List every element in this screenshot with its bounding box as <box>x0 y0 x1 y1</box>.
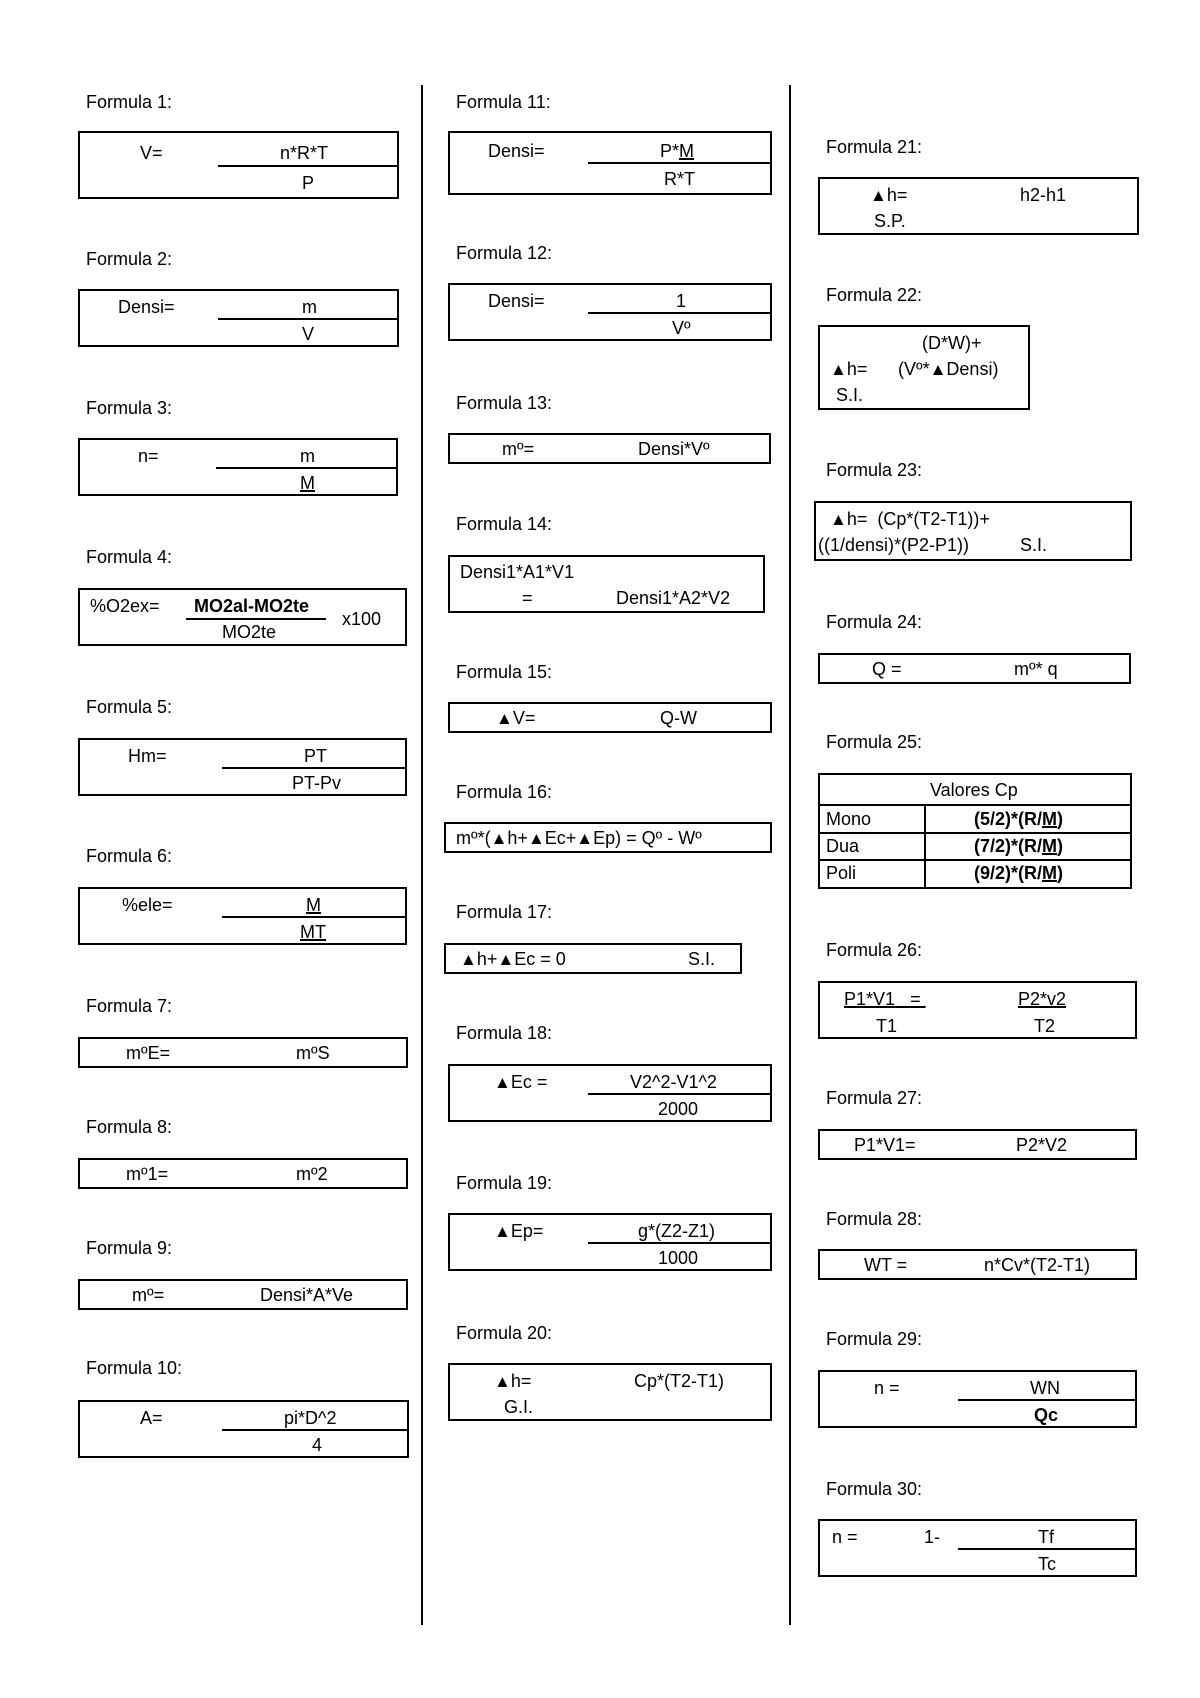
formula-22-middle-part1: (Vº* <box>898 359 930 379</box>
formula-17-part1: h+ <box>476 949 498 969</box>
delta-triangle-icon: ▲ <box>870 186 887 205</box>
formula-6-box <box>78 887 407 945</box>
formula-7-box <box>78 1037 408 1068</box>
formula-18-box <box>448 1064 772 1122</box>
formula-29-denominator: Qc <box>1034 1405 1059 1425</box>
column-divider-2 <box>789 85 791 1625</box>
formula-18-label: Formula 18: <box>456 1023 553 1043</box>
formula-26-right-denominator: T2 <box>1034 1016 1056 1036</box>
formula-15-label: Formula 15: <box>456 662 553 682</box>
formula-21-box <box>818 177 1139 235</box>
formula-11-label: Formula 11: <box>456 92 551 112</box>
formula-11-numerator-text: P* <box>660 141 680 161</box>
formula-23-line1 <box>830 509 990 530</box>
column-divider-1 <box>421 85 423 1625</box>
formula-22-middle <box>898 359 998 380</box>
formula-9-label: Formula 9: <box>86 1238 173 1258</box>
formula-22-lhs-text: h= <box>846 359 868 379</box>
formula-22-top: (D*W)+ <box>922 333 982 353</box>
formula-13-rhs: Densi*Vº <box>638 439 710 459</box>
formula-30-box <box>818 1519 1137 1577</box>
delta-triangle-icon: ▲ <box>527 829 545 848</box>
formula-21-lhs-text: h= <box>886 185 908 205</box>
formula-23-lhs-text: h= <box>846 509 868 529</box>
formula-23-line1-text: (Cp*(T2-T1))+ <box>877 509 990 529</box>
formula-12-lhs: Densi= <box>488 291 545 311</box>
formula-27-rhs: P2*V2 <box>1016 1135 1068 1155</box>
formula-7-lhs: mºE= <box>126 1043 171 1063</box>
formula-22-lhs <box>830 359 867 380</box>
formula-29-lhs: n = <box>874 1378 900 1398</box>
formula-30-middle: 1- <box>924 1527 941 1547</box>
formula-12-numerator: 1 <box>676 291 687 311</box>
formula-11-numerator-underlined: M <box>679 141 695 161</box>
cp-row-value-pre: (7/2)*(R/ <box>974 836 1043 856</box>
formula-13-label: Formula 13: <box>456 393 553 413</box>
cp-row-value-post: ) <box>1057 809 1064 829</box>
formula-5-numerator: PT <box>304 746 328 766</box>
formula-12-label: Formula 12: <box>456 243 553 263</box>
formula-16-part2: h+ <box>507 828 528 848</box>
formula-10-fraction-bar <box>222 1429 409 1431</box>
formula-1-denominator: P <box>302 173 315 193</box>
formula-17-label: Formula 17: <box>456 902 553 922</box>
formula-5-denominator: PT-Pv <box>292 773 342 793</box>
formula-14-label: Formula 14: <box>456 514 553 534</box>
formula-29-box <box>818 1370 1137 1428</box>
formula-14-line1: Densi1*A1*V1 <box>460 562 575 582</box>
formula-2-denominator: V <box>302 324 315 344</box>
formula-27-box <box>818 1129 1137 1160</box>
formula-7-label: Formula 7: <box>86 996 173 1016</box>
formula-2-label: Formula 2: <box>86 249 173 269</box>
formula-2-numerator: m <box>302 297 317 317</box>
formula-2-fraction-bar <box>218 318 399 320</box>
formula-6-denominator: MT <box>300 922 326 942</box>
formula-28-label: Formula 28: <box>826 1209 923 1229</box>
cp-row-value <box>974 833 1063 859</box>
formula-10-lhs: A= <box>140 1408 163 1428</box>
formula-23-line2: ((1/densi)*(P2-P1)) <box>818 535 970 555</box>
formula-15-lhs <box>496 708 535 729</box>
cp-row-value-post: ) <box>1057 863 1064 883</box>
formula-3-numerator: m <box>300 446 315 466</box>
formula-20-box <box>448 1363 772 1421</box>
formula-28-rhs: n*Cv*(T2-T1) <box>984 1255 1091 1275</box>
formula-15-lhs-text: V= <box>512 708 536 728</box>
formula-26-left-numerator <box>844 989 926 1009</box>
formula-8-box <box>78 1158 408 1189</box>
formula-4-label: Formula 4: <box>86 547 173 567</box>
formula-24-box <box>818 653 1131 684</box>
cp-table-title: Valores Cp <box>930 780 1018 800</box>
formula-21-label: Formula 21: <box>826 137 923 157</box>
formula-19-box <box>448 1213 772 1271</box>
formula-18-denominator: 2000 <box>658 1099 699 1119</box>
formula-22-middle-part2: Densi) <box>946 359 999 379</box>
cp-row-name: Dua <box>826 836 860 856</box>
formula-7-rhs: mºS <box>296 1043 330 1063</box>
formula-11-denominator: R*T <box>664 169 695 189</box>
formula-18-lhs-text: Ec = <box>510 1072 548 1092</box>
delta-triangle-icon: ▲ <box>497 950 515 969</box>
formula-23-note: S.I. <box>1020 535 1048 555</box>
formula-29-numerator: WN <box>1030 1378 1060 1398</box>
formula-27-lhs: P1*V1= <box>854 1135 916 1155</box>
cp-row-name: Mono <box>826 809 872 829</box>
delta-triangle-icon: ▲ <box>490 829 508 848</box>
formula-21-note: S.P. <box>874 211 906 231</box>
formula-21-rhs: h2-h1 <box>1020 185 1067 205</box>
formula-20-note: G.I. <box>504 1397 534 1417</box>
formula-11-numerator <box>660 141 694 161</box>
formula-4-lhs: %O2ex= <box>90 596 160 616</box>
formula-24-rhs: mº* q <box>1014 659 1058 679</box>
formula-11-fraction-bar <box>588 162 772 164</box>
delta-triangle-icon: ▲ <box>460 950 477 969</box>
formula-27-label: Formula 27: <box>826 1088 923 1108</box>
formula-1-lhs: V= <box>140 143 163 163</box>
formula-26-equals: = <box>910 989 921 1009</box>
cp-table-column-divider <box>924 804 926 887</box>
formula-2-box <box>78 289 399 347</box>
cp-row-value-underlined: M <box>1042 863 1058 883</box>
formula-16-part1: mº*( <box>456 828 491 848</box>
formula-5-fraction-bar <box>222 767 407 769</box>
cp-row-value-pre: (9/2)*(R/ <box>974 863 1043 883</box>
formula-3-label: Formula 3: <box>86 398 173 418</box>
delta-triangle-icon: ▲ <box>929 360 947 379</box>
formula-26-left-numerator-text: P1*V1 <box>844 989 896 1009</box>
formula-28-box <box>818 1249 1137 1280</box>
formula-14-box <box>448 555 765 613</box>
formula-4-fraction-bar <box>186 618 326 620</box>
formula-19-lhs <box>494 1221 543 1242</box>
formula-8-lhs: mº1= <box>126 1164 169 1184</box>
formula-18-numerator: V2^2-V1^2 <box>630 1072 717 1092</box>
formula-26-left-denominator: T1 <box>876 1016 898 1036</box>
formula-16-expression <box>456 828 702 849</box>
formula-24-label: Formula 24: <box>826 612 923 632</box>
formula-10-numerator: pi*D^2 <box>284 1408 337 1428</box>
formula-4-denominator: MO2te <box>222 622 277 642</box>
formula-8-rhs: mº2 <box>296 1164 328 1184</box>
formula-1-numerator: n*R*T <box>280 143 329 163</box>
formula-23-label: Formula 23: <box>826 460 923 480</box>
formula-14-equals: = <box>522 588 533 608</box>
formula-9-rhs: Densi*A*Ve <box>260 1285 354 1305</box>
formula-16-box <box>444 822 772 853</box>
formula-15-box <box>448 702 772 733</box>
formula-6-fraction-bar <box>222 916 407 918</box>
cp-row-value <box>974 860 1063 886</box>
formula-29-label: Formula 29: <box>826 1329 923 1349</box>
formula-4-multiplier: x100 <box>342 609 382 629</box>
formula-6-label: Formula 6: <box>86 846 173 866</box>
formula-20-lhs <box>494 1371 531 1392</box>
formula-30-fraction-bar <box>958 1548 1135 1550</box>
cp-row-value-post: ) <box>1057 836 1064 856</box>
formula-30-label: Formula 30: <box>826 1479 923 1499</box>
formula-17-expression <box>460 949 566 970</box>
formula-26-box <box>818 981 1137 1039</box>
formula-21-lhs <box>870 185 907 206</box>
formula-2-lhs: Densi= <box>118 297 175 317</box>
formula-22-label: Formula 22: <box>826 285 923 305</box>
formula-12-denominator: Vº <box>672 318 691 338</box>
formula-1-box <box>78 131 399 199</box>
formula-11-box <box>448 131 772 195</box>
formula-19-lhs-text: Ep= <box>510 1221 544 1241</box>
formula-3-fraction-bar <box>216 467 398 469</box>
formula-26-label: Formula 26: <box>826 940 923 960</box>
formula-16-label: Formula 16: <box>456 782 553 802</box>
delta-triangle-icon: ▲ <box>494 1073 511 1092</box>
formula-17-note: S.I. <box>688 949 716 969</box>
formula-30-lhs: n = <box>832 1527 858 1547</box>
formula-16-part4: Ep) = Qº - Wº <box>593 828 702 848</box>
formula-10-box <box>78 1400 409 1458</box>
delta-triangle-icon: ▲ <box>494 1222 511 1241</box>
formula-13-lhs: mº= <box>502 439 535 459</box>
formula-20-label: Formula 20: <box>456 1323 553 1343</box>
formula-19-denominator: 1000 <box>658 1248 699 1268</box>
formula-9-lhs: mº= <box>132 1285 165 1305</box>
formula-10-denominator: 4 <box>312 1435 323 1455</box>
delta-triangle-icon: ▲ <box>496 709 513 728</box>
cp-values-table <box>818 773 1132 889</box>
formula-1-fraction-bar <box>218 165 399 167</box>
formula-3-denominator: M <box>300 473 315 493</box>
formula-6-numerator: M <box>306 895 321 915</box>
formula-20-lhs-text: h= <box>510 1371 532 1391</box>
formula-14-rhs: Densi1*A2*V2 <box>616 588 731 608</box>
formula-29-fraction-bar <box>958 1399 1135 1401</box>
formula-22-note: S.I. <box>836 385 864 405</box>
formula-30-numerator: Tf <box>1038 1527 1054 1547</box>
formula-4-box <box>78 588 407 646</box>
formula-16-part3: Ec+ <box>544 828 577 848</box>
formula-17-box <box>444 943 742 974</box>
formula-26-right-numerator: P2*v2 <box>1018 989 1067 1009</box>
formula-6-lhs: %ele= <box>122 895 173 915</box>
formula-30-denominator: Tc <box>1038 1554 1056 1574</box>
formula-9-box <box>78 1279 408 1310</box>
formula-5-label: Formula 5: <box>86 697 173 717</box>
delta-triangle-icon: ▲ <box>576 829 594 848</box>
formula-8-label: Formula 8: <box>86 1117 173 1137</box>
delta-triangle-icon: ▲ <box>830 510 847 529</box>
formula-12-fraction-bar <box>588 312 772 314</box>
formula-19-fraction-bar <box>588 1242 772 1244</box>
formula-22-box <box>818 325 1030 410</box>
formula-23-box <box>814 501 1132 561</box>
cp-row-value-underlined: M <box>1042 836 1058 856</box>
formula-4-numerator: MO2al-MO2te <box>194 596 310 616</box>
formula-19-numerator: g*(Z2-Z1) <box>638 1221 716 1241</box>
formula-28-lhs: WT = <box>864 1255 908 1275</box>
delta-triangle-icon: ▲ <box>494 1372 511 1391</box>
formula-25-label: Formula 25: <box>826 732 923 752</box>
cp-row-value-underlined: M <box>1042 809 1058 829</box>
formula-18-fraction-bar <box>588 1093 772 1095</box>
formula-13-box <box>448 433 771 464</box>
delta-triangle-icon: ▲ <box>830 360 847 379</box>
formula-10-label: Formula 10: <box>86 1358 183 1378</box>
formula-24-lhs: Q = <box>872 659 902 679</box>
formula-18-lhs <box>494 1072 547 1093</box>
formula-1-label: Formula 1: <box>86 92 173 112</box>
formula-15-rhs: Q-W <box>660 708 697 728</box>
formula-11-lhs: Densi= <box>488 141 545 161</box>
cp-row-value-pre: (5/2)*(R/ <box>974 809 1043 829</box>
formula-5-lhs: Hm= <box>128 746 167 766</box>
formula-19-label: Formula 19: <box>456 1173 553 1193</box>
cp-row-name: Poli <box>826 863 857 883</box>
formula-3-box <box>78 438 398 496</box>
formula-3-lhs: n= <box>138 446 159 466</box>
formula-5-box <box>78 738 407 796</box>
formula-17-part2: Ec = 0 <box>514 949 566 969</box>
cp-row-value <box>974 806 1063 832</box>
formula-20-rhs: Cp*(T2-T1) <box>634 1371 725 1391</box>
formula-12-box <box>448 283 772 341</box>
